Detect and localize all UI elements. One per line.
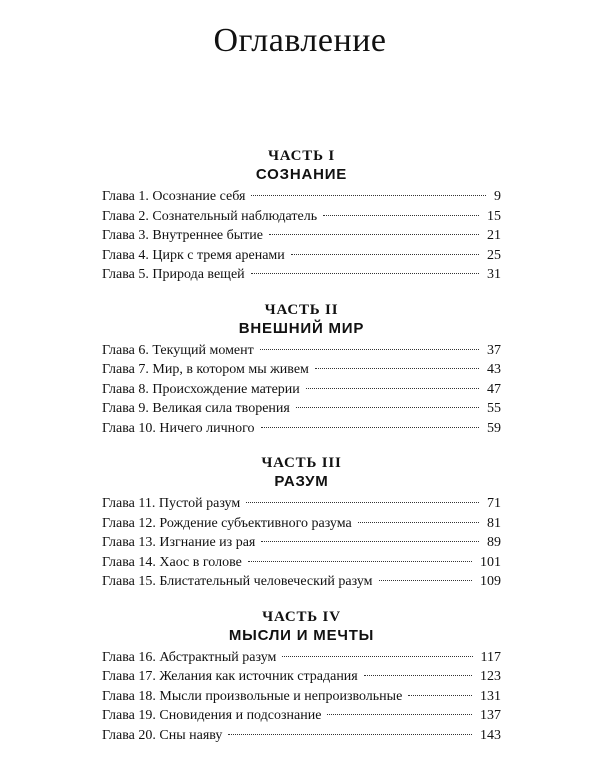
chapter-title: Глава 5. Природа вещей <box>102 267 245 282</box>
dot-leader <box>260 349 479 350</box>
toc-entry[interactable] <box>102 726 501 746</box>
page-number: 109 <box>480 574 501 589</box>
dot-leader <box>282 656 472 657</box>
page-number: 31 <box>487 267 501 282</box>
part-1 <box>102 147 501 285</box>
page-number: 43 <box>487 362 501 377</box>
chapter-title: Глава 11. Пустой разум <box>102 496 241 511</box>
page-number: 21 <box>487 228 501 243</box>
chapter-title: Глава 20. Сны наяву <box>102 727 223 743</box>
chapter-title: Глава 6. Текущий момент <box>102 342 254 358</box>
chapter-title: Глава 3. Внутреннее бытие <box>102 228 263 243</box>
page-number: 131 <box>480 688 501 704</box>
part-label: ЧАСТЬ II <box>264 301 339 318</box>
chapter-title: Глава 1. Осознание себя <box>102 189 246 204</box>
toc-entry[interactable] <box>102 419 501 439</box>
dot-leader <box>306 388 479 389</box>
dot-leader <box>251 195 486 196</box>
toc-entry[interactable] <box>102 360 501 380</box>
part-title: МЫСЛИ И МЕЧТЫ <box>228 626 375 644</box>
toc-entry[interactable] <box>102 341 501 361</box>
toc-entry[interactable] <box>102 572 501 592</box>
chapter-title: Глава 13. Изгнание из рая <box>102 535 256 550</box>
dot-leader <box>269 234 479 235</box>
toc-entry[interactable] <box>102 706 501 726</box>
dot-leader <box>364 675 472 676</box>
toc-entry[interactable] <box>102 187 501 207</box>
toc-entry[interactable] <box>102 207 501 227</box>
toc-entry[interactable] <box>102 226 501 246</box>
page-number: 81 <box>487 515 501 531</box>
part-label: ЧАСТЬ III <box>261 455 342 471</box>
chapter-title: Глава 15. Блистательный человеческий разум <box>102 574 373 589</box>
page-number: 25 <box>487 247 501 263</box>
toc-entry[interactable] <box>102 687 501 707</box>
toc-entry[interactable] <box>102 246 501 266</box>
chapter-title: Глава 19. Сновидения и подсознание <box>102 708 322 723</box>
chapter-title: Глава 8. Происхождение материи <box>102 381 300 397</box>
page-number: 59 <box>487 420 501 436</box>
toc-entry[interactable] <box>102 494 501 514</box>
dot-leader <box>358 522 479 523</box>
toc-entry[interactable] <box>102 380 501 400</box>
page-number: 55 <box>487 401 501 416</box>
toc-entry[interactable] <box>102 399 501 419</box>
dot-leader <box>296 407 479 408</box>
toc-entry[interactable] <box>102 514 501 534</box>
page-title: Оглавление <box>213 22 387 59</box>
page-number: 9 <box>494 189 501 204</box>
chapter-title: Глава 18. Мысли произвольные и непроизвольные <box>102 688 403 704</box>
dot-leader <box>323 215 479 216</box>
part-title: РАЗУМ <box>274 473 329 490</box>
chapter-title: Глава 9. Великая сила творения <box>102 401 290 416</box>
part-title: СОЗНАНИЕ <box>255 166 348 183</box>
toc-entry[interactable] <box>102 553 501 573</box>
part-title: ВНЕШНИЙ МИР <box>238 319 365 337</box>
toc-entry[interactable] <box>102 533 501 553</box>
page-number: 143 <box>480 727 501 743</box>
chapter-title: Глава 14. Хаос в голове <box>102 554 242 570</box>
chapter-title: Глава 17. Желания как источник страдания <box>102 669 358 684</box>
page-number: 47 <box>487 381 501 397</box>
dot-leader <box>408 695 472 696</box>
page-number: 37 <box>487 342 501 358</box>
chapter-title: Глава 7. Мир, в котором мы живем <box>102 362 309 377</box>
toc-entry[interactable] <box>102 667 501 687</box>
dot-leader <box>261 427 479 428</box>
part-2 <box>102 301 501 439</box>
dot-leader <box>261 541 479 542</box>
chapter-title: Глава 2. Сознательный наблюдатель <box>102 208 318 224</box>
page-number: 15 <box>487 208 501 224</box>
table-of-contents <box>102 147 501 761</box>
page-number: 117 <box>480 649 501 665</box>
page-number: 101 <box>480 554 501 570</box>
part-label: ЧАСТЬ IV <box>262 608 341 625</box>
page-number: 123 <box>480 669 501 684</box>
part-4 <box>102 608 501 746</box>
dot-leader <box>379 580 472 581</box>
chapter-title: Глава 4. Цирк с тремя аренами <box>102 247 285 263</box>
dot-leader <box>291 254 479 255</box>
chapter-title: Глава 12. Рождение субъективного разума <box>102 515 352 531</box>
toc-entry[interactable] <box>102 265 501 285</box>
chapter-title: Глава 16. Абстрактный разум <box>102 649 277 665</box>
dot-leader <box>228 734 472 735</box>
chapter-title: Глава 10. Ничего личного <box>102 420 255 436</box>
page-number: 89 <box>487 535 501 550</box>
page-number: 71 <box>487 496 501 511</box>
dot-leader <box>246 502 479 503</box>
part-3 <box>102 454 501 592</box>
page-number: 137 <box>480 708 501 723</box>
part-label: ЧАСТЬ I <box>267 148 336 164</box>
dot-leader <box>248 561 472 562</box>
toc-entry[interactable] <box>102 648 501 668</box>
dot-leader <box>315 368 479 369</box>
dot-leader <box>251 273 479 274</box>
dot-leader <box>327 714 472 715</box>
